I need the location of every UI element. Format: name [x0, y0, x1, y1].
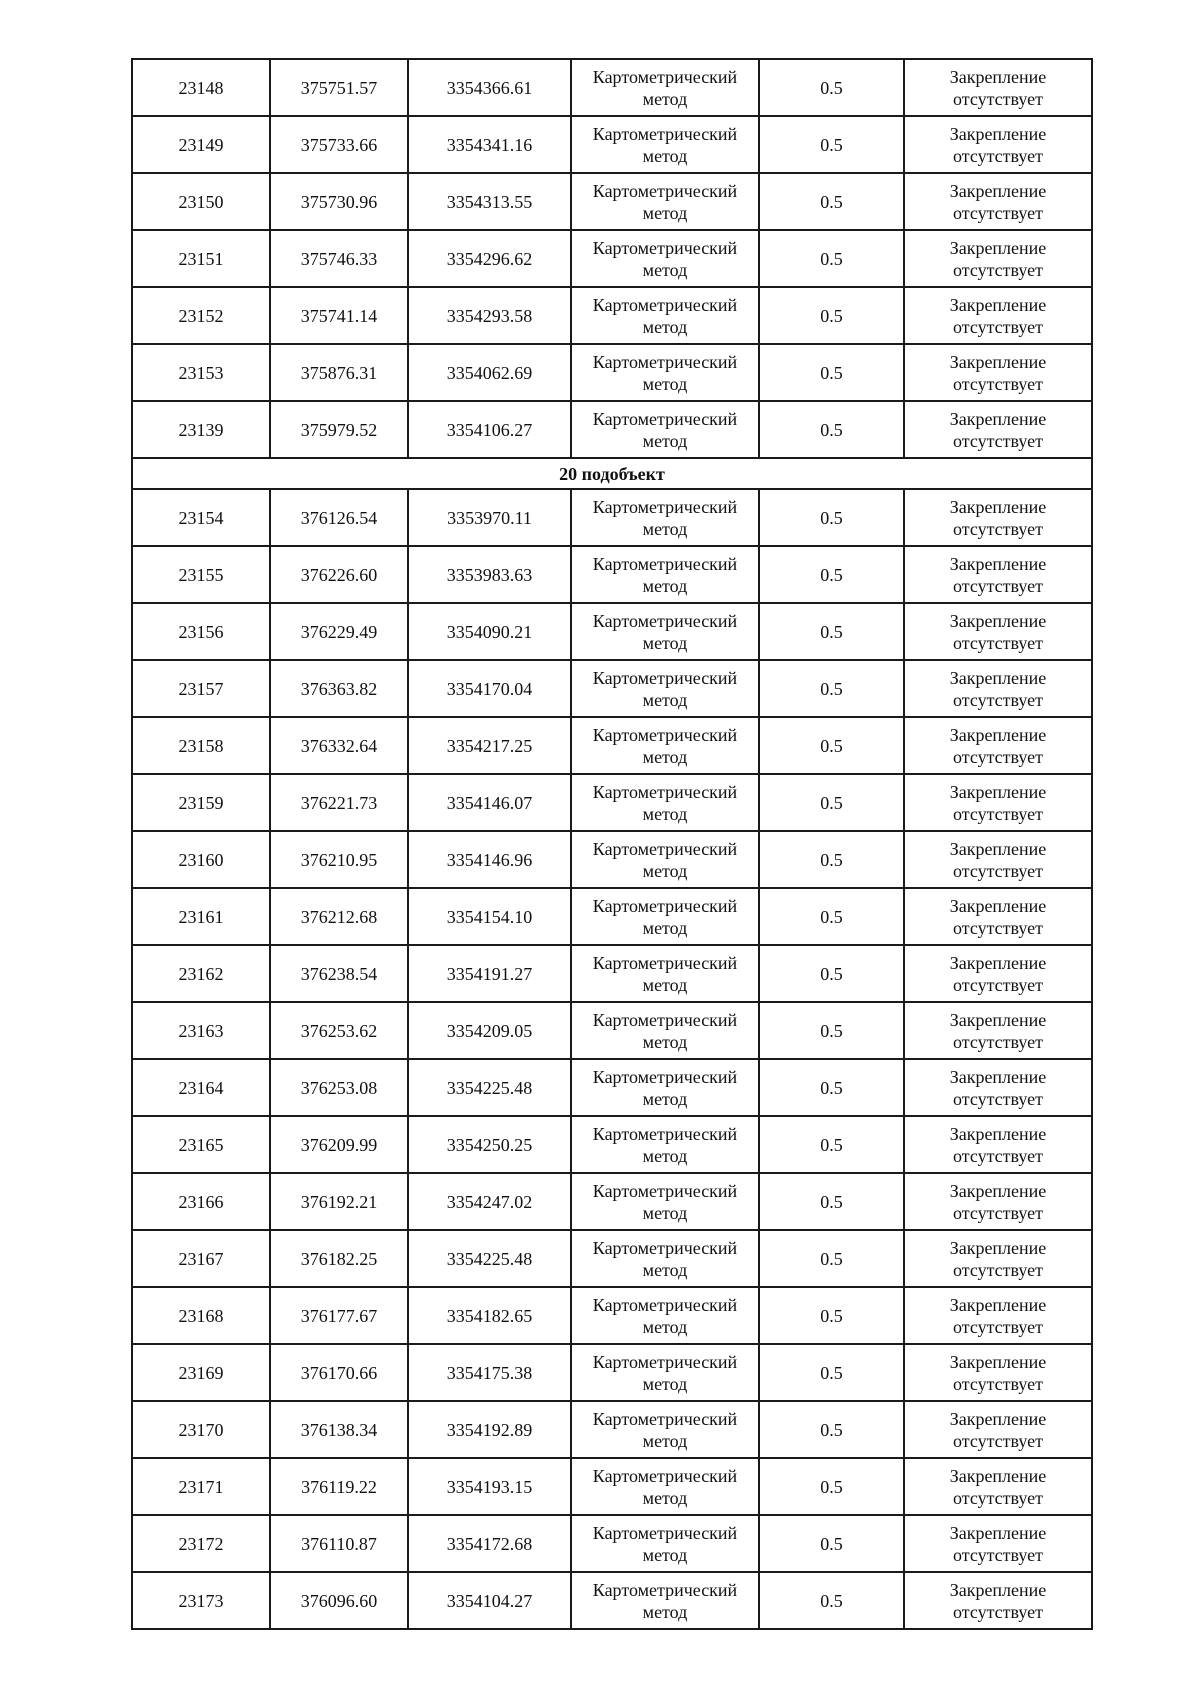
accuracy-cell: 0.5: [759, 173, 904, 230]
accuracy-cell: 0.5: [759, 603, 904, 660]
table-row: [132, 1515, 1092, 1572]
y-coordinate-cell: 3354209.05: [408, 1002, 571, 1059]
x-coordinate-cell: 375730.96: [270, 173, 408, 230]
x-coordinate-cell: 376138.34: [270, 1401, 408, 1458]
accuracy-cell: 0.5: [759, 660, 904, 717]
point-number-cell: 23152: [132, 287, 270, 344]
y-coordinate-cell: 3354296.62: [408, 230, 571, 287]
fixing-description-cell: Закрепление отсутствует: [904, 945, 1092, 1002]
point-number-cell: 23148: [132, 59, 270, 116]
accuracy-cell: 0.5: [759, 888, 904, 945]
fixing-description-cell: Закрепление отсутствует: [904, 1230, 1092, 1287]
point-number-cell: 23154: [132, 489, 270, 546]
method-cell: Картометрический метод: [571, 230, 759, 287]
method-cell: Картометрический метод: [571, 1059, 759, 1116]
point-number-cell: 23139: [132, 401, 270, 458]
x-coordinate-cell: 376363.82: [270, 660, 408, 717]
accuracy-cell: 0.5: [759, 1515, 904, 1572]
x-coordinate-cell: 375751.57: [270, 59, 408, 116]
table-row: [132, 1287, 1092, 1344]
y-coordinate-cell: 3354146.96: [408, 831, 571, 888]
accuracy-cell: 0.5: [759, 1287, 904, 1344]
accuracy-cell: 0.5: [759, 489, 904, 546]
point-number-cell: 23149: [132, 116, 270, 173]
method-cell: Картометрический метод: [571, 1287, 759, 1344]
accuracy-cell: 0.5: [759, 1572, 904, 1629]
x-coordinate-cell: 376229.49: [270, 603, 408, 660]
accuracy-cell: 0.5: [759, 287, 904, 344]
fixing-description-cell: Закрепление отсутствует: [904, 603, 1092, 660]
point-number-cell: 23173: [132, 1572, 270, 1629]
accuracy-cell: 0.5: [759, 1059, 904, 1116]
fixing-description-cell: Закрепление отсутствует: [904, 489, 1092, 546]
point-number-cell: 23168: [132, 1287, 270, 1344]
x-coordinate-cell: 376126.54: [270, 489, 408, 546]
table-row: [132, 660, 1092, 717]
point-number-cell: 23163: [132, 1002, 270, 1059]
y-coordinate-cell: 3353983.63: [408, 546, 571, 603]
accuracy-cell: 0.5: [759, 344, 904, 401]
x-coordinate-cell: 376221.73: [270, 774, 408, 831]
point-number-cell: 23159: [132, 774, 270, 831]
x-coordinate-cell: 376119.22: [270, 1458, 408, 1515]
fixing-description-cell: Закрепление отсутствует: [904, 1002, 1092, 1059]
y-coordinate-cell: 3354146.07: [408, 774, 571, 831]
fixing-description-cell: Закрепление отсутствует: [904, 1059, 1092, 1116]
table-row: [132, 401, 1092, 458]
accuracy-cell: 0.5: [759, 546, 904, 603]
y-coordinate-cell: 3354192.89: [408, 1401, 571, 1458]
fixing-description-cell: Закрепление отсутствует: [904, 660, 1092, 717]
y-coordinate-cell: 3354182.65: [408, 1287, 571, 1344]
point-number-cell: 23153: [132, 344, 270, 401]
table-row: [132, 945, 1092, 1002]
y-coordinate-cell: 3354293.58: [408, 287, 571, 344]
fixing-description-cell: Закрепление отсутствует: [904, 1287, 1092, 1344]
y-coordinate-cell: 3353970.11: [408, 489, 571, 546]
method-cell: Картометрический метод: [571, 546, 759, 603]
table-row: [132, 831, 1092, 888]
x-coordinate-cell: 375876.31: [270, 344, 408, 401]
section-label: 20 подобъект: [132, 458, 1092, 489]
method-cell: Картометрический метод: [571, 1515, 759, 1572]
accuracy-cell: 0.5: [759, 401, 904, 458]
fixing-description-cell: Закрепление отсутствует: [904, 1173, 1092, 1230]
x-coordinate-cell: 375741.14: [270, 287, 408, 344]
y-coordinate-cell: 3354106.27: [408, 401, 571, 458]
point-number-cell: 23172: [132, 1515, 270, 1572]
y-coordinate-cell: 3354154.10: [408, 888, 571, 945]
x-coordinate-cell: 376177.67: [270, 1287, 408, 1344]
accuracy-cell: 0.5: [759, 1344, 904, 1401]
y-coordinate-cell: 3354247.02: [408, 1173, 571, 1230]
method-cell: Картометрический метод: [571, 660, 759, 717]
table-row: [132, 1002, 1092, 1059]
point-number-cell: 23167: [132, 1230, 270, 1287]
coordinates-table-body: [132, 59, 1092, 1629]
x-coordinate-cell: 376226.60: [270, 546, 408, 603]
method-cell: Картометрический метод: [571, 1230, 759, 1287]
method-cell: Картометрический метод: [571, 116, 759, 173]
point-number-cell: 23161: [132, 888, 270, 945]
method-cell: Картометрический метод: [571, 1458, 759, 1515]
table-row: [132, 1230, 1092, 1287]
x-coordinate-cell: 376209.99: [270, 1116, 408, 1173]
section-header-row: [132, 458, 1092, 489]
method-cell: Картометрический метод: [571, 888, 759, 945]
accuracy-cell: 0.5: [759, 59, 904, 116]
y-coordinate-cell: 3354193.15: [408, 1458, 571, 1515]
accuracy-cell: 0.5: [759, 717, 904, 774]
x-coordinate-cell: 376182.25: [270, 1230, 408, 1287]
table-row: [132, 1401, 1092, 1458]
accuracy-cell: 0.5: [759, 116, 904, 173]
point-number-cell: 23157: [132, 660, 270, 717]
table-row: [132, 1572, 1092, 1629]
x-coordinate-cell: 376210.95: [270, 831, 408, 888]
x-coordinate-cell: 375746.33: [270, 230, 408, 287]
coordinates-table: [131, 58, 1093, 1630]
x-coordinate-cell: 376332.64: [270, 717, 408, 774]
table-row: [132, 888, 1092, 945]
method-cell: Картометрический метод: [571, 717, 759, 774]
y-coordinate-cell: 3354104.27: [408, 1572, 571, 1629]
table-row: [132, 546, 1092, 603]
fixing-description-cell: Закрепление отсутствует: [904, 401, 1092, 458]
y-coordinate-cell: 3354341.16: [408, 116, 571, 173]
table-row: [132, 59, 1092, 116]
point-number-cell: 23156: [132, 603, 270, 660]
fixing-description-cell: Закрепление отсутствует: [904, 1515, 1092, 1572]
fixing-description-cell: Закрепление отсутствует: [904, 888, 1092, 945]
x-coordinate-cell: 376253.08: [270, 1059, 408, 1116]
point-number-cell: 23155: [132, 546, 270, 603]
point-number-cell: 23158: [132, 717, 270, 774]
accuracy-cell: 0.5: [759, 1002, 904, 1059]
table-row: [132, 717, 1092, 774]
point-number-cell: 23162: [132, 945, 270, 1002]
table-row: [132, 287, 1092, 344]
table-row: [132, 603, 1092, 660]
x-coordinate-cell: 375733.66: [270, 116, 408, 173]
accuracy-cell: 0.5: [759, 945, 904, 1002]
x-coordinate-cell: 376110.87: [270, 1515, 408, 1572]
x-coordinate-cell: 376170.66: [270, 1344, 408, 1401]
table-row: [132, 344, 1092, 401]
table-row: [132, 489, 1092, 546]
table-row: [132, 116, 1092, 173]
y-coordinate-cell: 3354175.38: [408, 1344, 571, 1401]
fixing-description-cell: Закрепление отсутствует: [904, 1401, 1092, 1458]
fixing-description-cell: Закрепление отсутствует: [904, 831, 1092, 888]
y-coordinate-cell: 3354313.55: [408, 173, 571, 230]
point-number-cell: 23160: [132, 831, 270, 888]
fixing-description-cell: Закрепление отсутствует: [904, 287, 1092, 344]
fixing-description-cell: Закрепление отсутствует: [904, 1116, 1092, 1173]
fixing-description-cell: Закрепление отсутствует: [904, 717, 1092, 774]
method-cell: Картометрический метод: [571, 1572, 759, 1629]
method-cell: Картометрический метод: [571, 831, 759, 888]
method-cell: Картометрический метод: [571, 401, 759, 458]
method-cell: Картометрический метод: [571, 1173, 759, 1230]
table-row: [132, 1344, 1092, 1401]
method-cell: Картометрический метод: [571, 489, 759, 546]
table-row: [132, 173, 1092, 230]
y-coordinate-cell: 3354217.25: [408, 717, 571, 774]
fixing-description-cell: Закрепление отсутствует: [904, 774, 1092, 831]
y-coordinate-cell: 3354191.27: [408, 945, 571, 1002]
fixing-description-cell: Закрепление отсутствует: [904, 344, 1092, 401]
x-coordinate-cell: 376096.60: [270, 1572, 408, 1629]
x-coordinate-cell: 376212.68: [270, 888, 408, 945]
table-row: [132, 1173, 1092, 1230]
y-coordinate-cell: 3354170.04: [408, 660, 571, 717]
method-cell: Картометрический метод: [571, 1401, 759, 1458]
y-coordinate-cell: 3354225.48: [408, 1230, 571, 1287]
point-number-cell: 23150: [132, 173, 270, 230]
method-cell: Картометрический метод: [571, 287, 759, 344]
accuracy-cell: 0.5: [759, 1458, 904, 1515]
table-row: [132, 774, 1092, 831]
method-cell: Картометрический метод: [571, 774, 759, 831]
accuracy-cell: 0.5: [759, 1401, 904, 1458]
fixing-description-cell: Закрепление отсутствует: [904, 59, 1092, 116]
y-coordinate-cell: 3354062.69: [408, 344, 571, 401]
fixing-description-cell: Закрепление отсутствует: [904, 116, 1092, 173]
accuracy-cell: 0.5: [759, 1173, 904, 1230]
x-coordinate-cell: 376192.21: [270, 1173, 408, 1230]
fixing-description-cell: Закрепление отсутствует: [904, 1344, 1092, 1401]
y-coordinate-cell: 3354172.68: [408, 1515, 571, 1572]
x-coordinate-cell: 375979.52: [270, 401, 408, 458]
point-number-cell: 23166: [132, 1173, 270, 1230]
fixing-description-cell: Закрепление отсутствует: [904, 1572, 1092, 1629]
x-coordinate-cell: 376253.62: [270, 1002, 408, 1059]
method-cell: Картометрический метод: [571, 59, 759, 116]
method-cell: Картометрический метод: [571, 1344, 759, 1401]
table-row: [132, 230, 1092, 287]
method-cell: Картометрический метод: [571, 1116, 759, 1173]
y-coordinate-cell: 3354090.21: [408, 603, 571, 660]
fixing-description-cell: Закрепление отсутствует: [904, 546, 1092, 603]
fixing-description-cell: Закрепление отсутствует: [904, 1458, 1092, 1515]
point-number-cell: 23171: [132, 1458, 270, 1515]
y-coordinate-cell: 3354225.48: [408, 1059, 571, 1116]
accuracy-cell: 0.5: [759, 831, 904, 888]
point-number-cell: 23170: [132, 1401, 270, 1458]
point-number-cell: 23169: [132, 1344, 270, 1401]
method-cell: Картометрический метод: [571, 344, 759, 401]
point-number-cell: 23164: [132, 1059, 270, 1116]
accuracy-cell: 0.5: [759, 1116, 904, 1173]
accuracy-cell: 0.5: [759, 1230, 904, 1287]
method-cell: Картометрический метод: [571, 945, 759, 1002]
method-cell: Картометрический метод: [571, 1002, 759, 1059]
accuracy-cell: 0.5: [759, 774, 904, 831]
method-cell: Картометрический метод: [571, 603, 759, 660]
table-row: [132, 1059, 1092, 1116]
fixing-description-cell: Закрепление отсутствует: [904, 173, 1092, 230]
y-coordinate-cell: 3354366.61: [408, 59, 571, 116]
x-coordinate-cell: 376238.54: [270, 945, 408, 1002]
point-number-cell: 23165: [132, 1116, 270, 1173]
table-row: [132, 1458, 1092, 1515]
fixing-description-cell: Закрепление отсутствует: [904, 230, 1092, 287]
y-coordinate-cell: 3354250.25: [408, 1116, 571, 1173]
method-cell: Картометрический метод: [571, 173, 759, 230]
accuracy-cell: 0.5: [759, 230, 904, 287]
point-number-cell: 23151: [132, 230, 270, 287]
table-row: [132, 1116, 1092, 1173]
